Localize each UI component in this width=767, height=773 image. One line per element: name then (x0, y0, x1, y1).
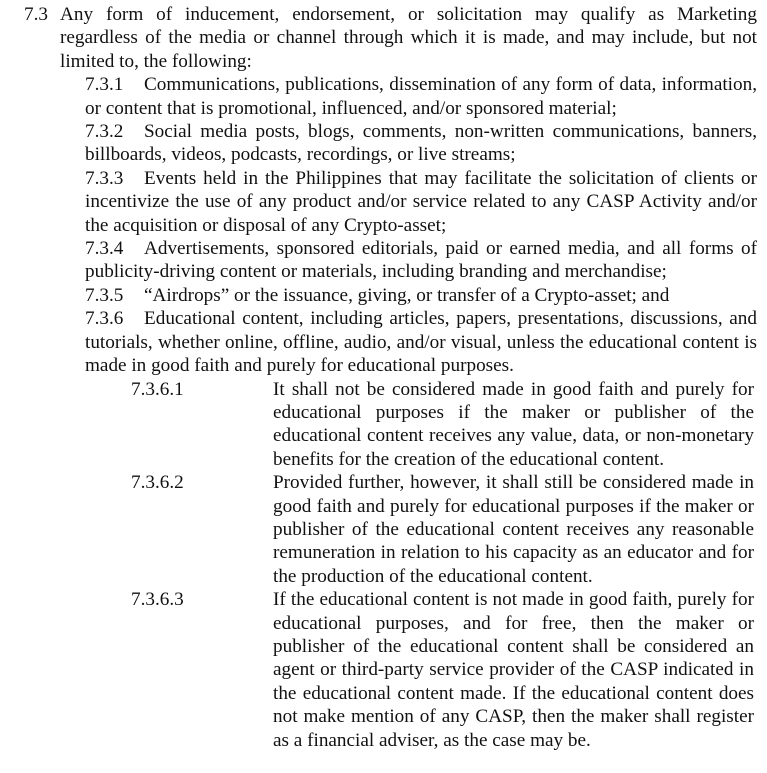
document-page (0, 3, 767, 752)
subitem-text: If the educational content is not made in good faith, purely for educational purposes, and for free, then the maker or publisher of the educational content shall be considered an agent or third-party service provider of the CASP indicated in the educational content made. If the educational content does not make mention of any CASP, then the maker shall register as a financial adviser, as the case may be. (273, 589, 754, 751)
item-text: Communications, publications, dissemination of any form of data, information, or content that is promotional, influenced, and/or sponsored material; (85, 74, 757, 119)
subitem-text: Provided further, however, it shall still be considered made in good faith and purely for educational purposes if the maker or publisher of the educational content receives any reasonable remuneration in relation to his capacity as an educator and for the production of the educational content. (273, 472, 754, 587)
item-text: Advertisements, sponsored editorials, paid or earned media, and all forms of publicity-driving content or materials, including branding and merchandise; (85, 238, 757, 283)
item-number: 7.3.4 (85, 238, 124, 260)
subitem-7-3-6-1 (0, 378, 767, 472)
item-text: Events held in the Philippines that may facilitate the solicitation of clients or incentivize the use of any product and/or service related to any CASP Activity and/or the acquisition or disposal of any Crypto-asset; (85, 167, 757, 236)
section-7-3 (0, 3, 767, 73)
item-number: 7.3.2 (85, 121, 124, 143)
item-text: Social media posts, blogs, comments, non-written communications, banners, billboards, videos, podcasts, recordings, or live streams; (85, 121, 757, 166)
item-number: 7.3.1 (85, 74, 124, 96)
subitem-text: It shall not be considered made in good faith and purely for educational purposes if the maker or publisher of the educational content receives any value, data, or non-monetary benefits for the creation of the educational content. (273, 378, 754, 470)
list-item-7-3-1 (85, 73, 757, 120)
list-item-7-3-3 (85, 167, 757, 237)
subitem-7-3-6-3 (0, 588, 767, 752)
subitem-number: 7.3.6.3 (131, 589, 184, 611)
subitem-number: 7.3.6.1 (131, 378, 184, 400)
list-item-7-3-6 (85, 307, 757, 377)
item-number: 7.3.6 (85, 308, 124, 330)
item-text: “Airdrops” or the issuance, giving, or transfer of a Crypto-asset; and (144, 284, 670, 306)
item-text: Educational content, including articles, papers, presentations, discussions, and tutorials, whether online, offline, audio, and/or visual, unless the educational content is made in good faith and purely for educational purposes. (85, 308, 757, 377)
subitem-number: 7.3.6.2 (131, 472, 184, 494)
list-item-7-3-2 (85, 120, 757, 167)
section-intro: Any form of inducement, endorsement, or solicitation may qualify as Marketing regardless of the media or channel through which it is made, and may include, but not limited to, the following: (60, 4, 757, 72)
list-item-7-3-5 (85, 284, 757, 307)
item-number: 7.3.5 (85, 284, 124, 306)
item-number: 7.3.3 (85, 167, 124, 189)
list-item-7-3-4 (85, 237, 757, 284)
section-number: 7.3 (24, 4, 48, 25)
subitem-7-3-6-2 (0, 471, 767, 588)
